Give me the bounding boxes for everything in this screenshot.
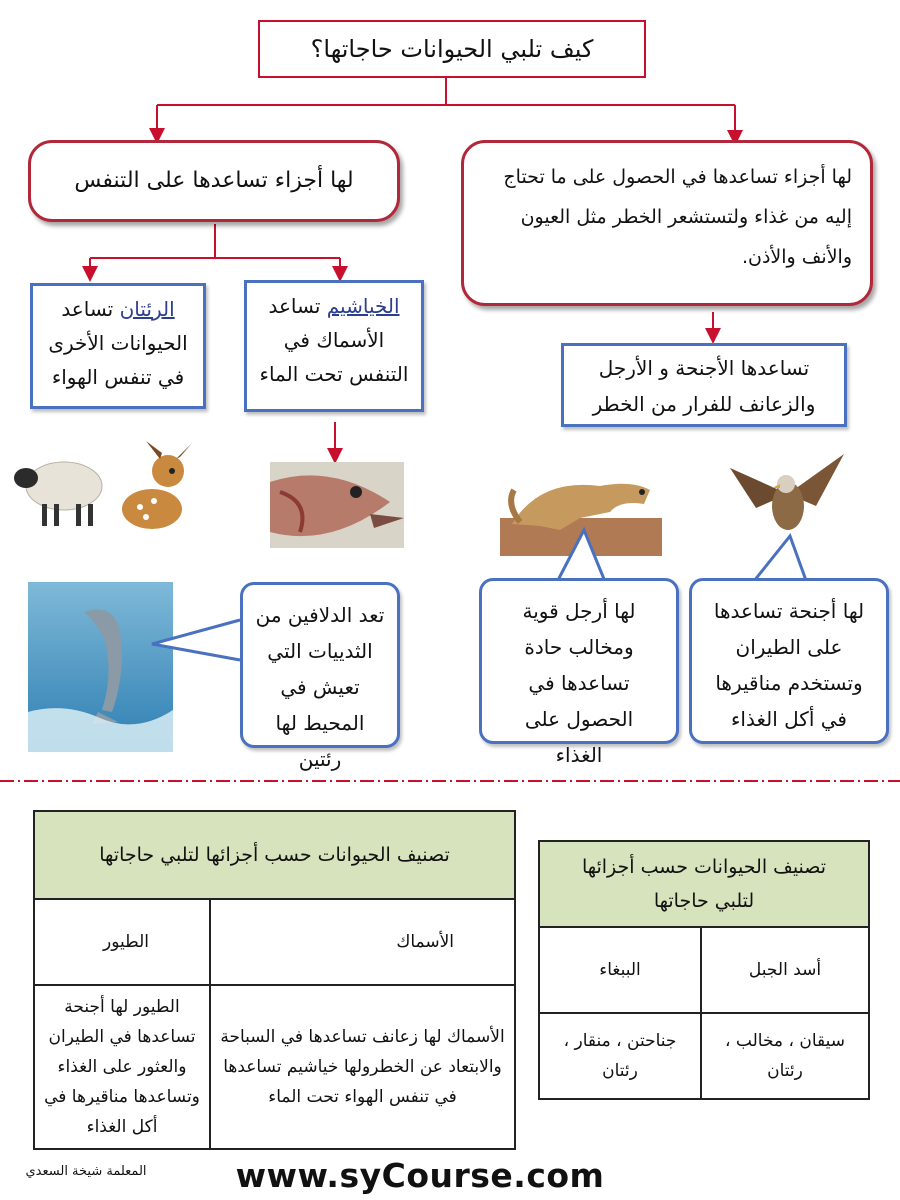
lungs-label: الرئتان <box>119 297 175 321</box>
lungs-text: تساعد الحيوانات الأخرى في تنفس الهواء <box>48 297 188 389</box>
eagle-bubble <box>689 578 889 744</box>
table2-header-puma: أسد الجبل <box>701 927 869 1013</box>
gills-label: الخياشيم <box>326 294 400 318</box>
table1-title: تصنيف الحيوانات حسب أجزائها لتلبي حاجاتها <box>34 811 515 899</box>
gills-text: تساعد الأسماك في التنفس تحت الماء <box>259 294 409 386</box>
table2-title: تصنيف الحيوانات حسب أجزائها لتلبي حاجاتها <box>539 841 869 927</box>
escape-text: تساعدها الأجنحة و الأرجل والزعانف للفرار من الخطر <box>592 356 816 416</box>
dolphin-text: تعد الدلافين من الثدييات التي تعيش في المحيط لها رئتين <box>255 603 385 771</box>
puma-text: لها أرجل قوية ومخالب حادة تساعدها في الحصول على الغذاء <box>522 599 636 767</box>
website-watermark: www.syCourse.com <box>235 1156 605 1195</box>
eagle-text: لها أجنحة تساعدها على الطيران وتستخدم مناقيرها في أكل الغذاء <box>713 599 865 731</box>
table1-header-fish: الأسماك <box>210 899 515 985</box>
dolphin-bubble <box>240 582 400 771</box>
table1-cell-birds: الطيور لها أجنحة تساعدها في الطيران والعثور على الغذاء وتساعدها مناقيرها في أكل الغذاء <box>34 985 210 1149</box>
table1-header-birds: الطيور <box>34 899 210 985</box>
table1-cell-fish: الأسماك لها زعانف تساعدها في السباحة والابتعاد عن الخطرولها خياشيم تساعدها في تنفس الهواء تحت الماء <box>210 985 515 1149</box>
classification-table-1 <box>33 810 516 1150</box>
table2-cell-parrot: جناحتن ، منقار ، رئتان <box>539 1013 701 1099</box>
senses-parts-text: لها أجزاء تساعدها في الحصول على ما تحتاج إليه من غذاء ولتستشعر الخطر مثل العيون والأنف والأذن. <box>503 166 852 268</box>
breathing-parts-text: لها أجزاء تساعدها على التنفس <box>74 168 354 193</box>
puma-bubble <box>479 578 679 767</box>
teacher-name: المعلمة شيخة السعدي <box>25 1164 147 1179</box>
title-text: كيف تلبي الحيوانات حاجاتها؟ <box>310 35 594 63</box>
table2-cell-puma: سيقان ، مخالب ، رئتان <box>701 1013 869 1099</box>
table2-header-parrot: الببغاء <box>539 927 701 1013</box>
classification-table-2 <box>538 840 870 1100</box>
